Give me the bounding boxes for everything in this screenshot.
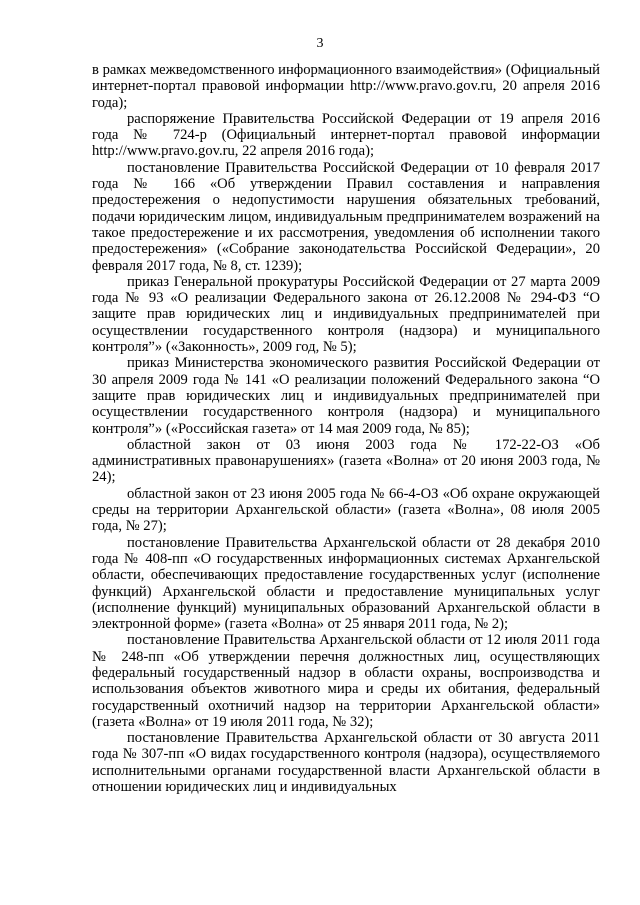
paragraph-continuation: в рамках межведомственного информационного взаимодействия» (Официальный интернет-портал правовой информации http://www.pravo.gov.ru, 20 апреля 2016 года); <box>92 62 600 111</box>
paragraph-ministry-order-141: приказ Министерства экономического развития Российской Федерации от 30 апреля 2009 года № 141 «О реализации положений Федерального закона “О защите прав юридических лиц и индивидуальных предпринимателей при осуществлении государственного контроля (надзора) и муниципального контроля”» («Российская газета» от 14 мая 2009 года, № 85); <box>92 355 600 437</box>
paragraph-prosecutor-order-93: приказ Генеральной прокуратуры Российской Федерации от 27 марта 2009 года № 93 «О реализации Федерального закона от 26.12.2008 № 294-ФЗ “О защите прав юридических лиц и индивидуальных предпринимателей при осуществлении государственного контроля (надзора) и муниципального контроля”» («Законность», 2009 год, № 5); <box>92 273 600 356</box>
paragraph-order-724r: распоряжение Правительства Российской Федерации от 19 апреля 2016 года № 724-р (Официальный интернет-портал правовой информации http://www.pravo.gov.ru, 22 апреля 2016 года); <box>92 110 600 160</box>
document-body <box>92 62 600 795</box>
page-number: 3 <box>316 36 324 51</box>
paragraph-regional-law-172: областной закон от 03 июня 2003 года № 172-22-ОЗ «Об административных правонарушениях» (газета «Волна» от 20 июня 2003 года, № 24); <box>92 436 600 486</box>
paragraph-resolution-166: постановление Правительства Российской Федерации от 10 февраля 2017 года № 166 «Об утверждении Правил составления и направления предостережения о недопустимости нарушения обязательных требований, подачи юридическим лицом, индивидуальным предпринимателем возражений на такое предостережение и их рассмотрения, уведомления об исполнении такого предостережения» («Собрание законодательства Российской Федерации», 20 февраля 2017 года, № 8, ст. 1239); <box>92 159 600 274</box>
paragraph-regional-law-66: областной закон от 23 июня 2005 года № 66-4-ОЗ «Об охране окружающей среды на территории Архангельской области» (газета «Волна», 08 июля 2005 года, № 27); <box>92 485 600 535</box>
paragraph-resolution-307pp: постановление Правительства Архангельской области от 30 августа 2011 года № 307-пп «О видах государственного контроля (надзора), осуществляемого исполнительными органами государственной власти Архангельской области в отношении юридических лиц и индивидуальных <box>92 730 600 796</box>
paragraph-resolution-408pp: постановление Правительства Архангельской области от 28 декабря 2010 года № 408-пп «О государственных информационных системах Архангельской области, обеспечивающих предоставление государственных услуг (исполнение функций) Архангельской области и предоставление муниципальных услуг (исполнение функций) муниципальных образований Архангельской области в электронной форме» (газета «Волна» от 25 января 2011 года, № 2); <box>92 534 600 633</box>
paragraph-resolution-248pp: постановление Правительства Архангельской области от 12 июля 2011 года № 248-пп «Об утверждении перечня должностных лиц, осуществляющих федеральный государственный надзор в области охраны, воспроизводства и использования объектов животного мира и среды их обитания, федеральный государственный охотничий надзор на территории Архангельской области» (газета «Волна» от 19 июля 2011 года, № 32); <box>92 632 600 730</box>
